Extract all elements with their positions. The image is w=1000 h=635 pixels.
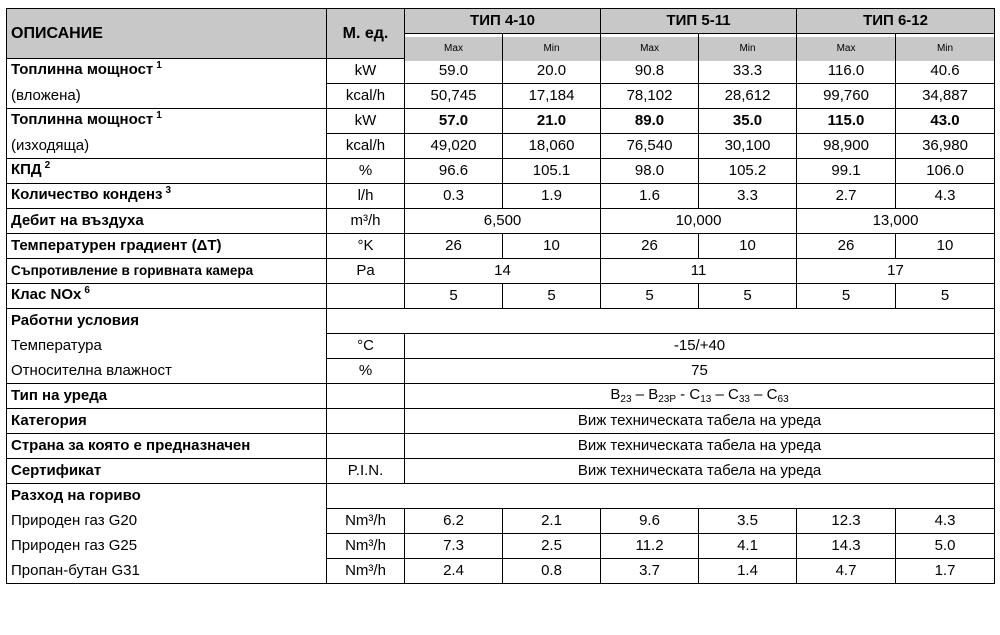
cell-value: 89.0	[601, 109, 699, 134]
cell-value: 2.7	[797, 184, 896, 209]
header-min: Min	[699, 37, 797, 62]
header-type-4-10: ТИП 4-10	[405, 9, 601, 34]
spec-table	[6, 8, 995, 584]
cell-value: 5	[896, 284, 995, 309]
row-unit	[327, 434, 405, 459]
cell-value: Виж техническата табела на уреда	[405, 434, 995, 459]
cell-value: 106.0	[896, 159, 995, 184]
cell-value: 1.9	[503, 184, 601, 209]
table-row	[7, 409, 995, 434]
header-description: ОПИСАНИЕ	[7, 9, 327, 59]
table-row	[7, 259, 995, 284]
row-unit	[327, 384, 405, 409]
cell-value: 10,000	[601, 209, 797, 234]
cell-value: 5	[405, 284, 503, 309]
cell-value: 30,100	[699, 134, 797, 159]
header-min: Min	[896, 37, 995, 62]
cell-value: 10	[896, 234, 995, 259]
cell-value: 5	[503, 284, 601, 309]
cell-value: 21.0	[503, 109, 601, 134]
cell-value	[405, 384, 995, 409]
cell-value: 20.0	[503, 59, 601, 84]
device-type-value: $B_{23} - B_{23P} - C_{13} - C_{33} - C_{63}$	[610, 386, 789, 405]
table-row	[7, 459, 995, 484]
cell-value: 1.7	[896, 559, 995, 584]
cell-value: 50,745	[405, 84, 503, 109]
table-row	[7, 334, 995, 359]
row-unit: kW	[327, 109, 405, 134]
row-label: Клас NOx $^6$	[7, 284, 327, 309]
table-row	[7, 59, 995, 84]
cell-value: 1.4	[699, 559, 797, 584]
table-row	[7, 209, 995, 234]
cell-value: 6,500	[405, 209, 601, 234]
cell-value: 26	[601, 234, 699, 259]
row-unit: P.I.N.	[327, 459, 405, 484]
section-label: Разход на гориво	[7, 484, 327, 509]
row-label: Тип на уреда	[7, 384, 327, 409]
row-unit: %	[327, 359, 405, 384]
cell-value: Виж техническата табела на уреда	[405, 409, 995, 434]
row-label: (изходяща)	[7, 134, 327, 159]
row-label: Природен газ G20	[7, 509, 327, 534]
row-unit: %	[327, 159, 405, 184]
cell-value: 43.0	[896, 109, 995, 134]
cell-value: 5	[797, 284, 896, 309]
cell-value: 10	[503, 234, 601, 259]
row-unit: Pa	[327, 259, 405, 284]
table-row	[7, 134, 995, 159]
empty-cell	[327, 484, 995, 509]
cell-value: 2.1	[503, 509, 601, 534]
cell-value: 4.7	[797, 559, 896, 584]
section-label: Работни условия	[7, 309, 327, 334]
row-unit: Nm³/h	[327, 509, 405, 534]
cell-value: 33.3	[699, 59, 797, 84]
row-label: Топлинна мощност $^1$	[7, 59, 327, 84]
cell-value: 17	[797, 259, 995, 284]
cell-value: 98,900	[797, 134, 896, 159]
cell-value: 75	[405, 359, 995, 384]
cell-value: 40.6	[896, 59, 995, 84]
table-row	[7, 509, 995, 534]
row-unit	[327, 284, 405, 309]
cell-value: 17,184	[503, 84, 601, 109]
row-unit: kcal/h	[327, 134, 405, 159]
table-row	[7, 184, 995, 209]
cell-value: 2.4	[405, 559, 503, 584]
cell-value: 99.1	[797, 159, 896, 184]
cell-value: Виж техническата табела на уреда	[405, 459, 995, 484]
cell-value: -15/+40	[405, 334, 995, 359]
header-type-6-12: ТИП 6-12	[797, 9, 995, 34]
row-label: Температурен градиент (ΔT)	[7, 234, 327, 259]
cell-value: 78,102	[601, 84, 699, 109]
cell-value: 5.0	[896, 534, 995, 559]
cell-value: 3.5	[699, 509, 797, 534]
table-row	[7, 434, 995, 459]
cell-value: 26	[797, 234, 896, 259]
cell-value: 4.3	[896, 184, 995, 209]
cell-value: 6.2	[405, 509, 503, 534]
cell-value: 0.8	[503, 559, 601, 584]
header-row	[7, 9, 995, 34]
cell-value: 7.3	[405, 534, 503, 559]
row-label: Природен газ G25	[7, 534, 327, 559]
table-row	[7, 109, 995, 134]
cell-value: 99,760	[797, 84, 896, 109]
cell-value: 35.0	[699, 109, 797, 134]
header-min: Min	[503, 37, 601, 62]
cell-value: 4.3	[896, 509, 995, 534]
row-label: Пропан-бутан G31	[7, 559, 327, 584]
empty-cell	[327, 309, 995, 334]
spec-table-container	[6, 8, 995, 584]
cell-value: 14	[405, 259, 601, 284]
cell-value: 57.0	[405, 109, 503, 134]
header-type-5-11: ТИП 5-11	[601, 9, 797, 34]
table-row	[7, 559, 995, 584]
row-label: Количество конденз $^3$	[7, 184, 327, 209]
cell-value: 14.3	[797, 534, 896, 559]
cell-value: 34,887	[896, 84, 995, 109]
row-unit: Nm³/h	[327, 534, 405, 559]
cell-value: 3.7	[601, 559, 699, 584]
table-row	[7, 159, 995, 184]
row-label: Категория	[7, 409, 327, 434]
cell-value: 12.3	[797, 509, 896, 534]
cell-value: 4.1	[699, 534, 797, 559]
table-row	[7, 359, 995, 384]
cell-value: 3.3	[699, 184, 797, 209]
row-unit: °K	[327, 234, 405, 259]
row-label: Относителна влажност	[7, 359, 327, 384]
cell-value: 76,540	[601, 134, 699, 159]
row-label: Температура	[7, 334, 327, 359]
row-label: Страна за която е предназначен	[7, 434, 327, 459]
cell-value: 11	[601, 259, 797, 284]
header-max: Max	[601, 37, 699, 62]
cell-value: 13,000	[797, 209, 995, 234]
header-max: Max	[405, 37, 503, 62]
cell-value: 0.3	[405, 184, 503, 209]
row-label: Топлинна мощност $^1$	[7, 109, 327, 134]
cell-value: 1.6	[601, 184, 699, 209]
cell-value: 36,980	[896, 134, 995, 159]
table-row	[7, 234, 995, 259]
table-row	[7, 309, 995, 334]
row-label: КПД $^2$	[7, 159, 327, 184]
row-unit: l/h	[327, 184, 405, 209]
cell-value: 49,020	[405, 134, 503, 159]
cell-value: 2.5	[503, 534, 601, 559]
cell-value: 11.2	[601, 534, 699, 559]
cell-value: 115.0	[797, 109, 896, 134]
cell-value: 98.0	[601, 159, 699, 184]
header-max: Max	[797, 37, 896, 62]
cell-value: 96.6	[405, 159, 503, 184]
cell-value: 28,612	[699, 84, 797, 109]
row-unit: °C	[327, 334, 405, 359]
cell-value: 105.1	[503, 159, 601, 184]
cell-value: 26	[405, 234, 503, 259]
row-label: Сертификат	[7, 459, 327, 484]
table-row	[7, 284, 995, 309]
row-unit: m³/h	[327, 209, 405, 234]
table-row	[7, 534, 995, 559]
cell-value: 59.0	[405, 59, 503, 84]
table-row	[7, 384, 995, 409]
row-label: Съпротивление в горивната камера	[7, 259, 327, 284]
header-unit: М. ед.	[327, 9, 405, 59]
row-label: (вложена)	[7, 84, 327, 109]
cell-value: 18,060	[503, 134, 601, 159]
cell-value: 105.2	[699, 159, 797, 184]
row-unit	[327, 409, 405, 434]
cell-value: 116.0	[797, 59, 896, 84]
row-unit: kcal/h	[327, 84, 405, 109]
cell-value: 10	[699, 234, 797, 259]
cell-value: 5	[699, 284, 797, 309]
row-label: Дебит на въздуха	[7, 209, 327, 234]
table-row	[7, 484, 995, 509]
cell-value: 9.6	[601, 509, 699, 534]
table-row	[7, 84, 995, 109]
row-unit: Nm³/h	[327, 559, 405, 584]
cell-value: 90.8	[601, 59, 699, 84]
row-unit: kW	[327, 59, 405, 84]
cell-value: 5	[601, 284, 699, 309]
